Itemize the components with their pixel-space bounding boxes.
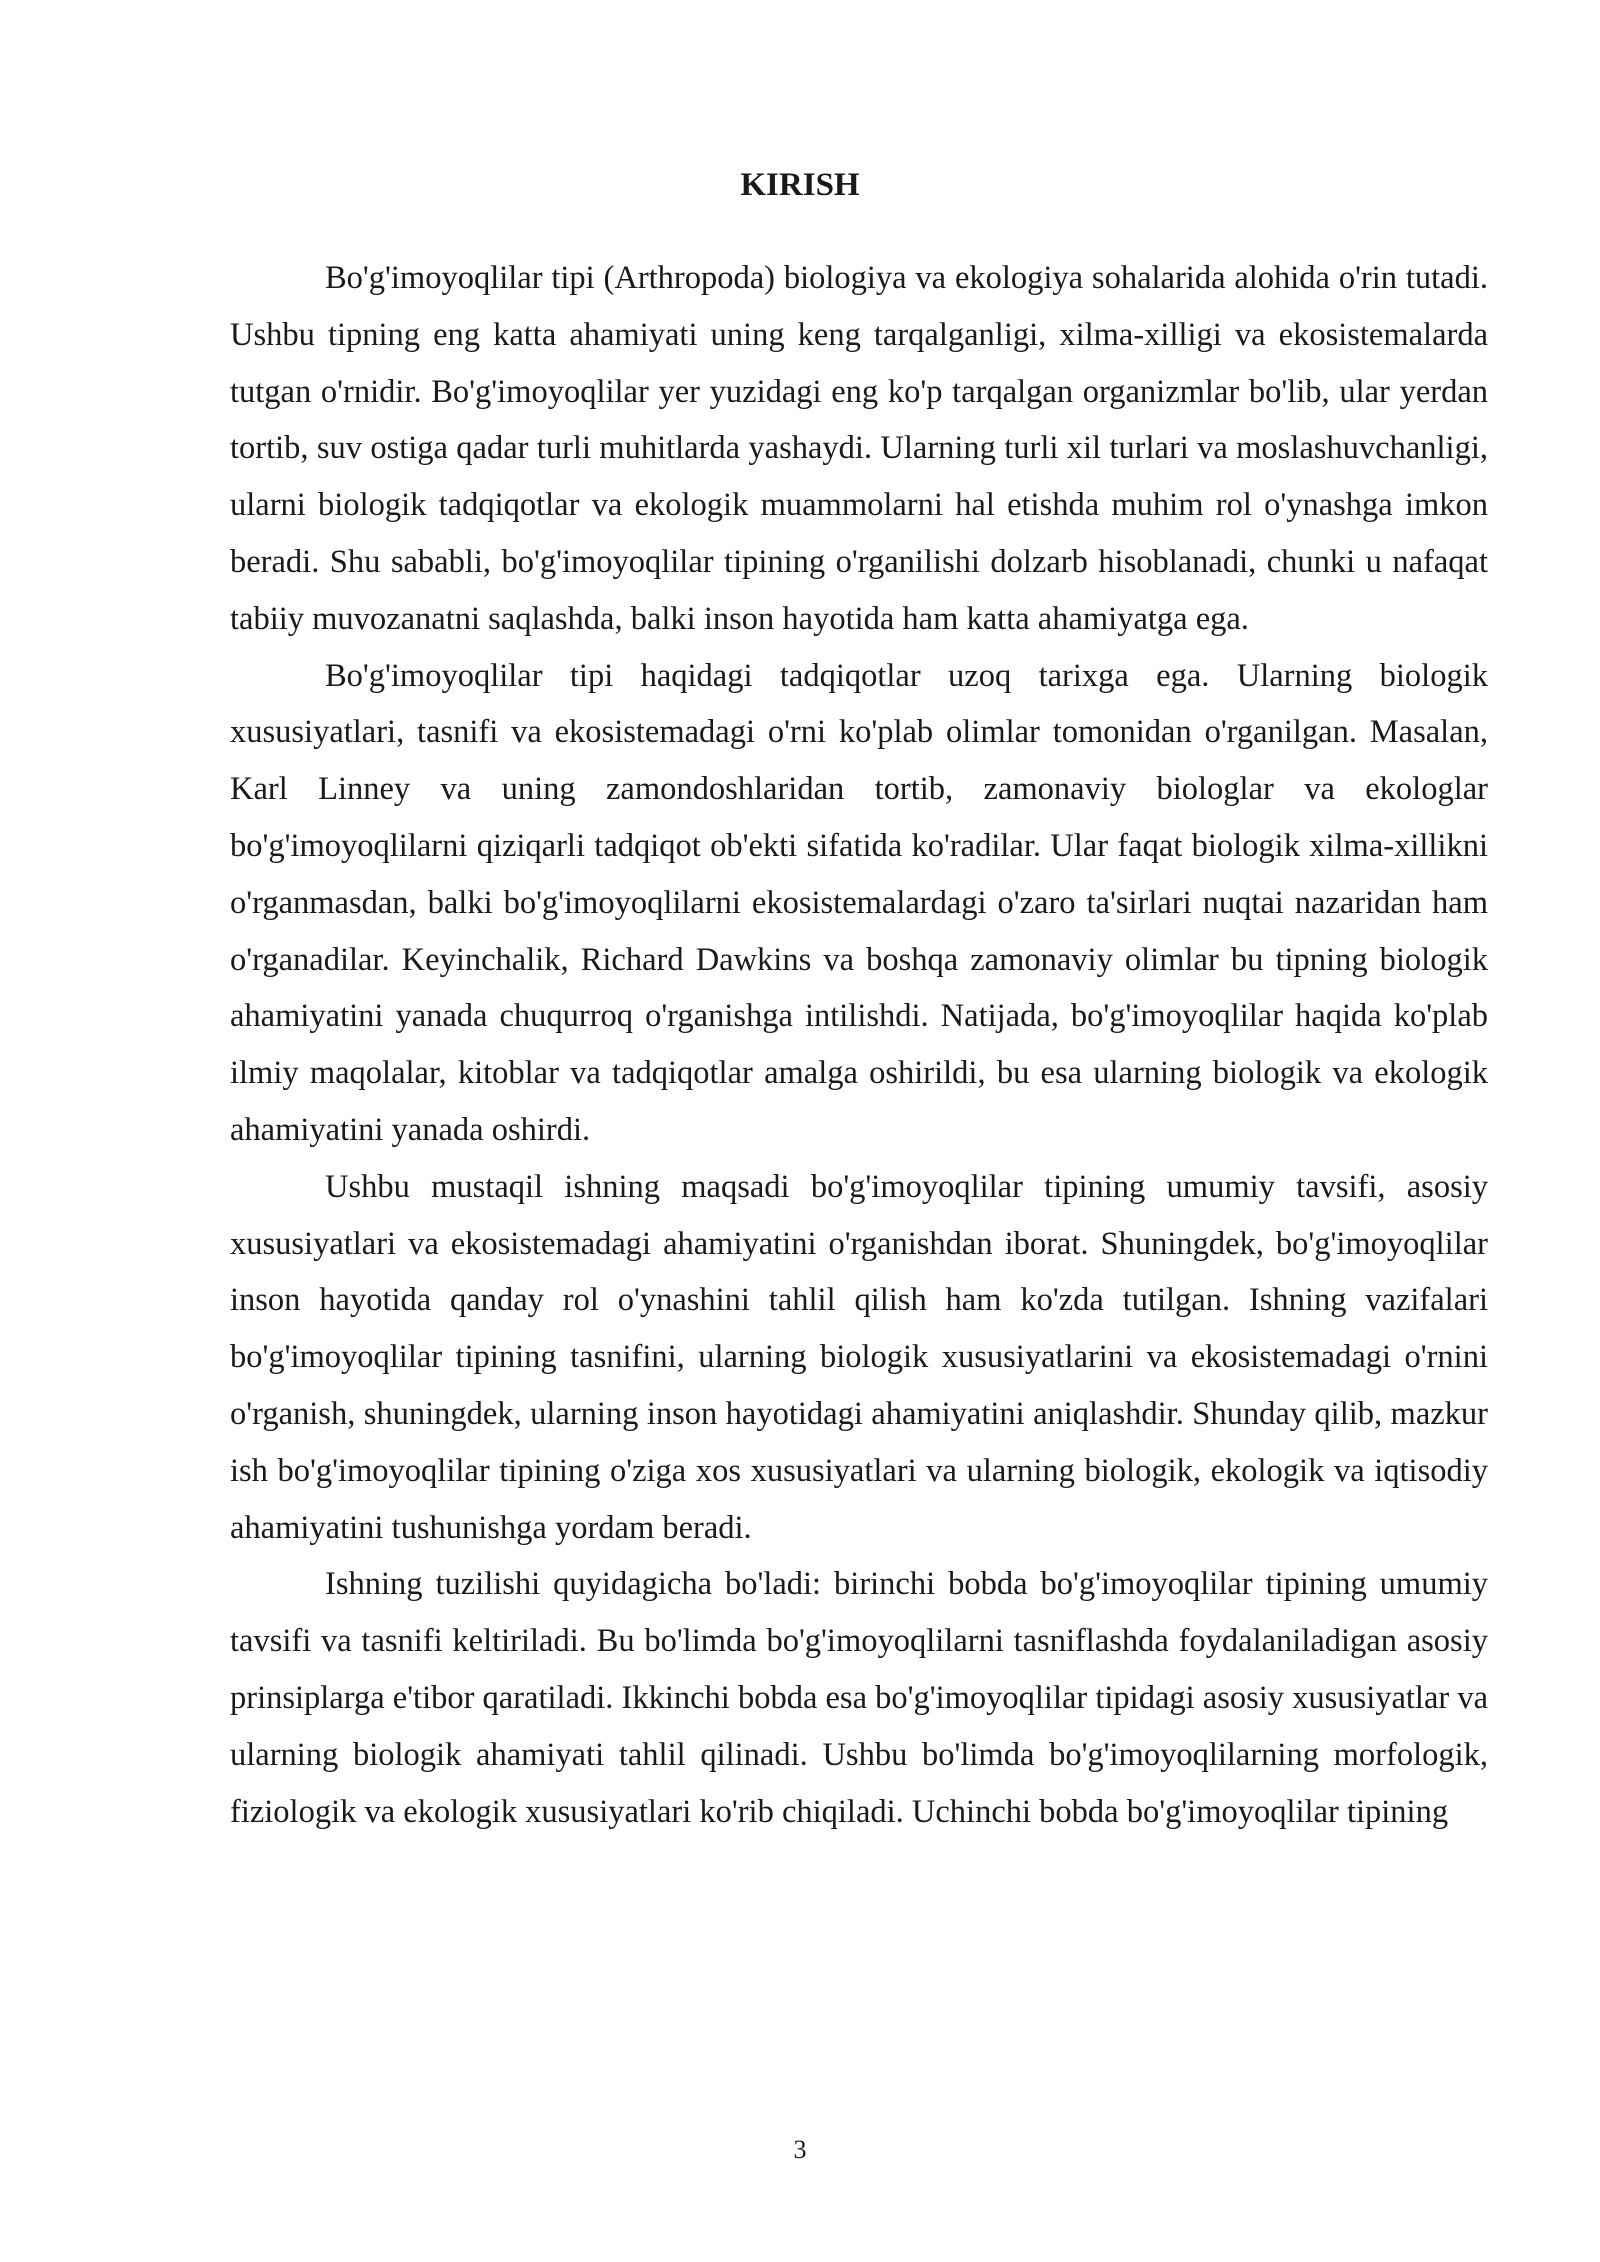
paragraph: Ushbu mustaqil ishning maqsadi bo'g'imoyoqlilar tipining umumiy tavsifi, asosiy xususiyatlari va ekosistemadagi ahamiyatini o'rganishdan iborat. Shuningdek, bo'g'imoyoqlilar inson hayotida qanday rol o'ynashini tahlil qilish ham ko'zda tutilgan. Ishning vazifalari bo'g'imoyoqlilar tipining tasnifini, ularning biologik xususiyatlarini va ekosistemadagi o'rnini o'rganish, shuningdek, ularning inson hayotidagi ahamiyatini aniqlashdir. Shunday qilib, mazkur ish bo'g'imoyoqlilar tipining o'ziga xos xususiyatlari va ularning biologik, ekologik va iqtisodiy ahamiyatini tushunishga yordam beradi. <box>230 1168 1488 1546</box>
paragraph: Ishning tuzilishi quyidagicha bo'ladi: birinchi bobda bo'g'imoyoqlilar tipining umumiy tavsifi va tasnifi keltiriladi. Bu bo'limda bo'g'imoyoqlilarni tasniflashda foydalaniladigan asosiy prinsiplarga e'tibor qaratiladi. Ikkinchi bobda esa bo'g'imoyoqlilar tipidagi asosiy xususiyatlar va ularning biologik ahamiyati tahlil qilinadi. Ushbu bo'limda bo'g'imoyoqlilarning morfologik, fiziologik va ekologik xususiyatlari ko'rib chiqiladi. Uchinchi bobda bo'g'imoyoqlilar tipining <box>230 1566 1489 1830</box>
paragraph: Bo'g'imoyoqlilar tipi haqidagi tadqiqotlar uzoq tarixga ega. Ularning biologik xususiyatlari, tasnifi va ekosistemadagi o'rni ko'plab olimlar tomonidan o'rganilgan. Masalan, Karl Linney va uning zamondoshlaridan tortib, zamonaviy biologlar va ekologlar bo'g'imoyoqlilarni qiziqarli tadqiqot ob'ekti sifatida ko'radilar. Ular faqat biologik xilma-xillikni o'rganmasdan, balki bo'g'imoyoqlilarni ekosistemalardagi o'zaro ta'sirlari nuqtai nazaridan ham o'rganadilar. Keyinchalik, Richard Dawkins va boshqa zamonaviy olimlar bu tipning biologik ahamiyatini yanada chuqurroq o'rganishga intilishdi. Natijada, bo'g'imoyoqlilar haqida ko'plab ilmiy maqolalar, kitoblar va tadqiqotlar amalga oshirildi, bu esa ularning biologik va ekologik ahamiyatini yanada oshirdi. <box>230 657 1488 1148</box>
section-heading: KIRISH <box>740 167 860 203</box>
paragraph: Bo'g'imoyoqlilar tipi (Arthropoda) biologiya va ekologiya sohalarida alohida o'rin tutadi. Ushbu tipning eng katta ahamiyati uning keng tarqalganligi, xilma-xilligi va ekosistemalarda tutgan o'rnidir. Bo'g'imoyoqlilar yer yuzidagi eng ko'p tarqalgan organizmlar bo'lib, ular yerdan tortib, suv ostiga qadar turli muhitlarda yashaydi. Ularning turli xil turlari va moslashuvchanligi, ularni biologik tadqiqotlar va ekologik muammolarni hal etishda muhim rol o'ynashga imkon beradi. Shu sababli, bo'g'imoyoqlilar tipining o'rganilishi dolzarb hisoblanadi, chunki u nafaqat tabiiy muvozanatni saqlashda, balki inson hayotida ham katta ahamiyatga ega. <box>230 260 1488 637</box>
page-number: 3 <box>793 2135 807 2164</box>
body-text <box>230 250 1488 1840</box>
